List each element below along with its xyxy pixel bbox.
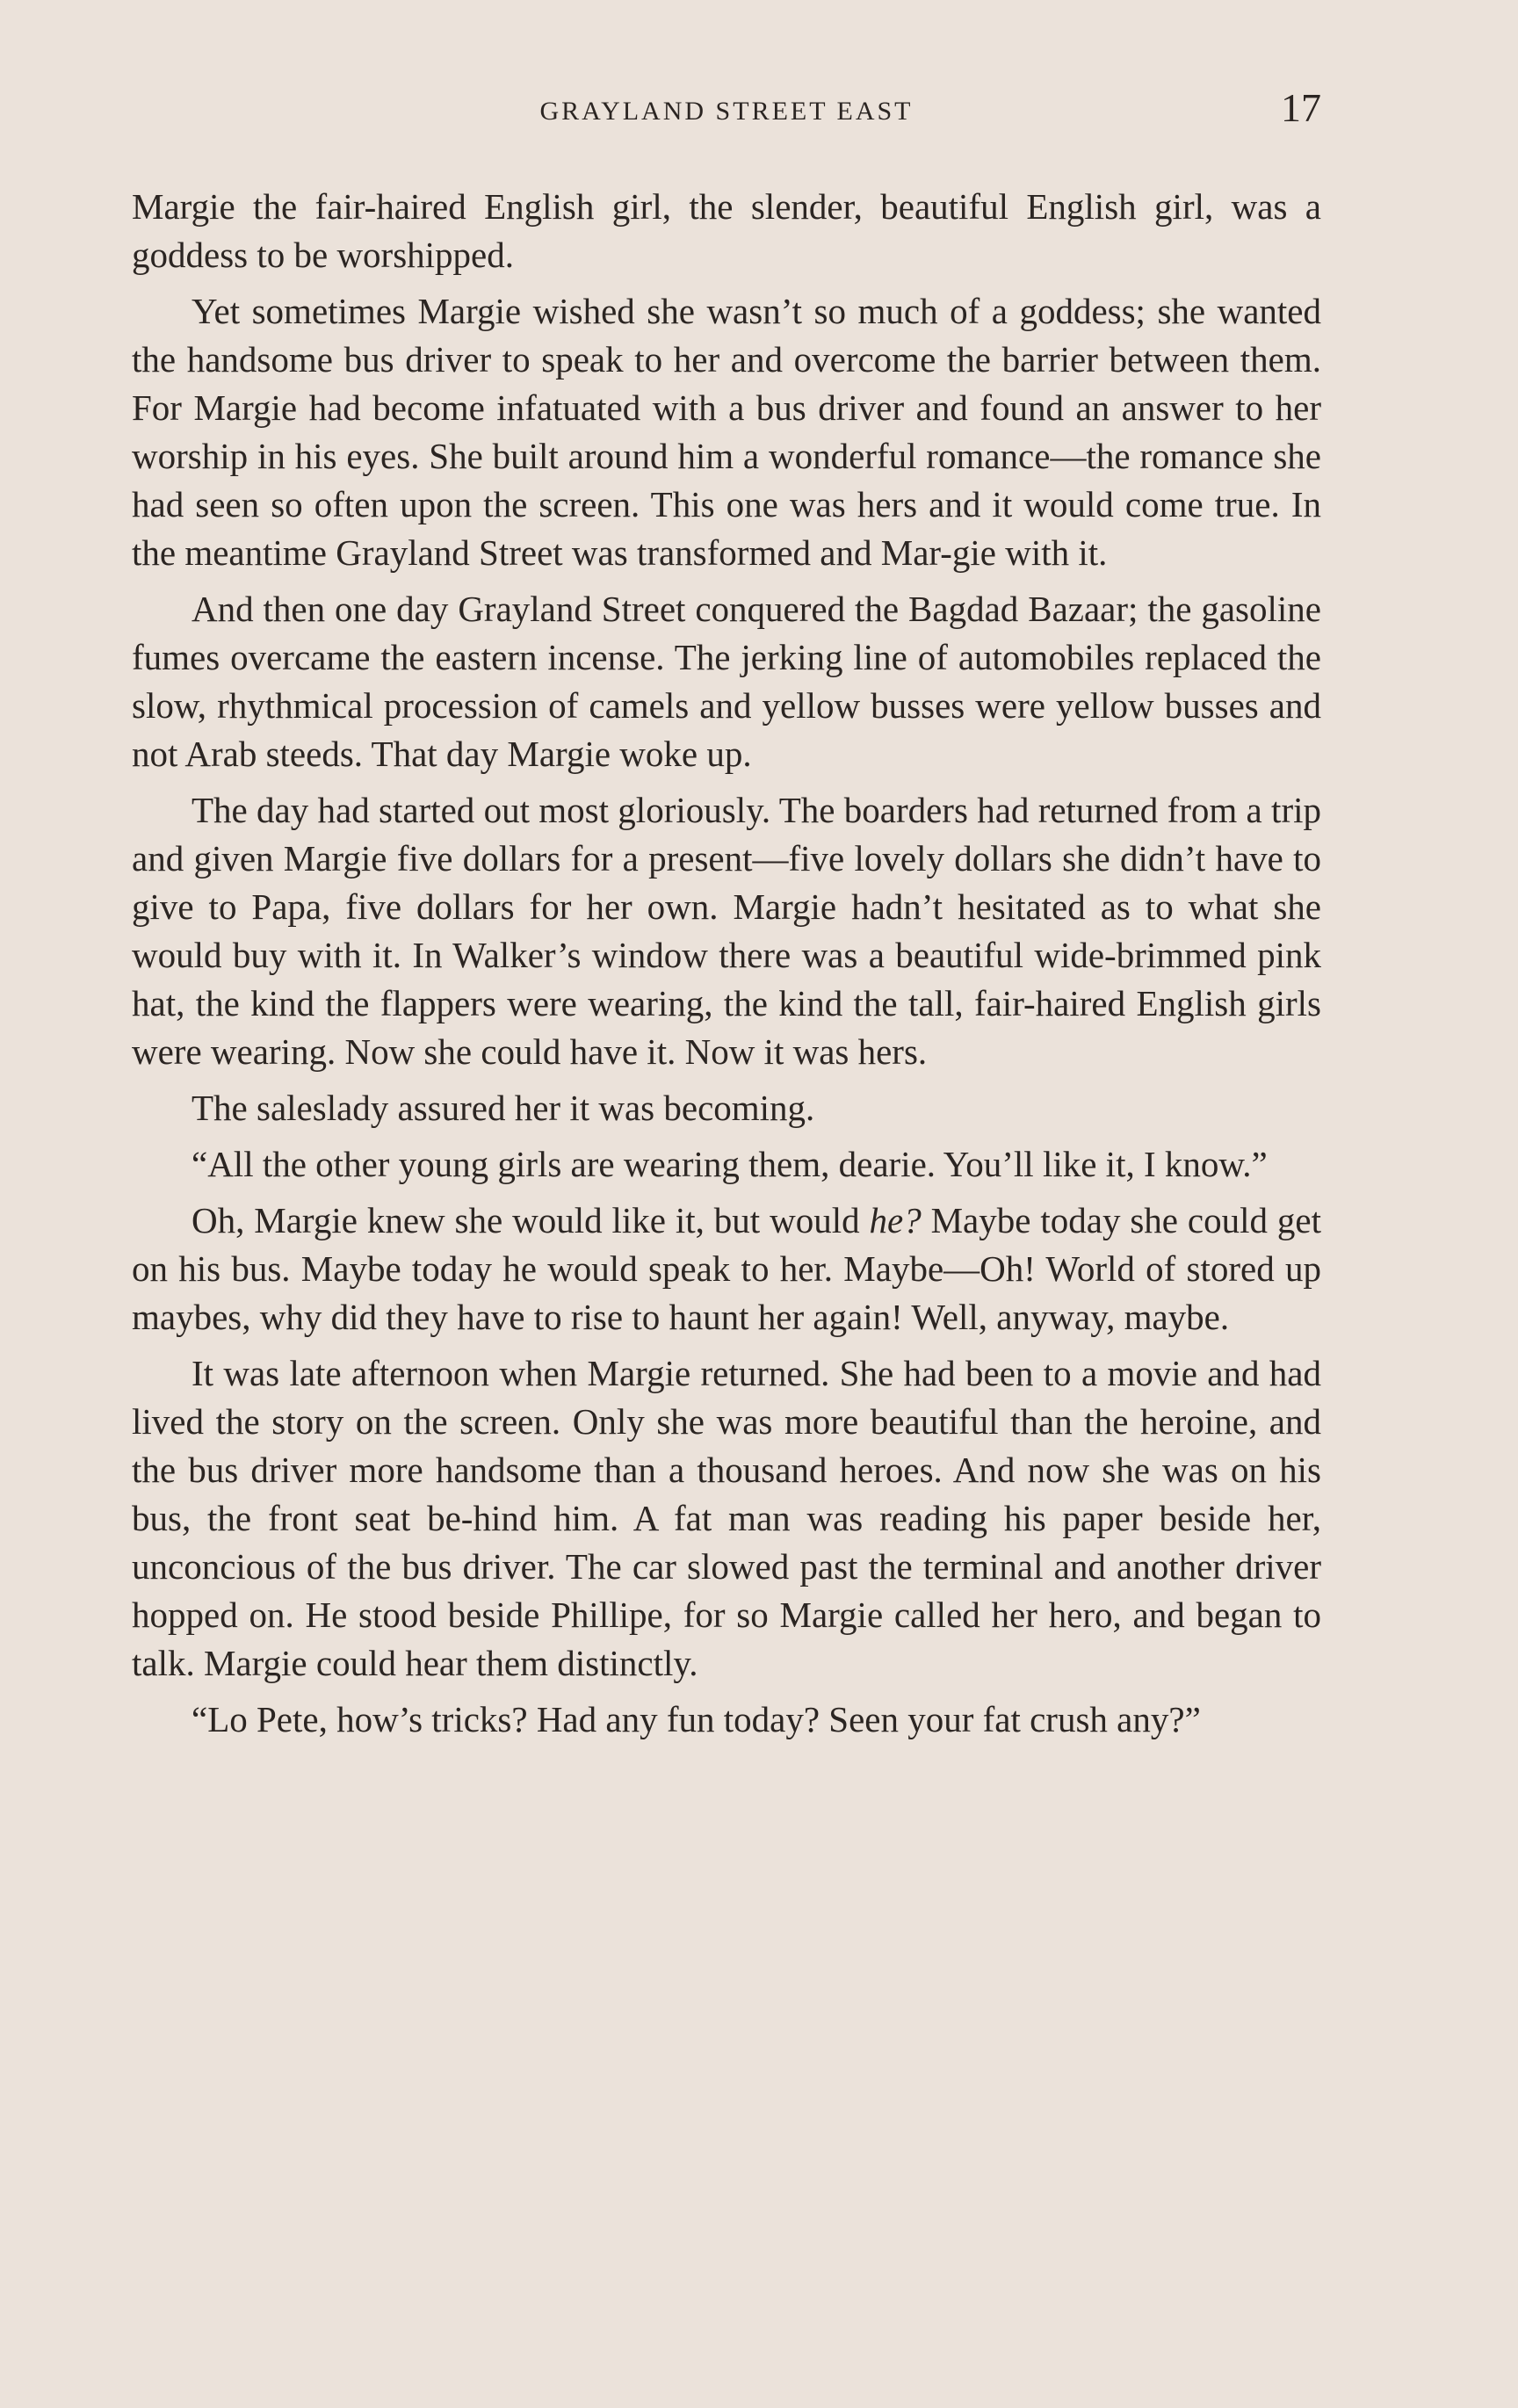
paragraph: The day had started out most gloriously. The boarders had returned from a trip and given Margie five dollars for a present—five lovely dollars she didn’t have to give to Papa, five dollars for her own. Margie hadn’t hesitated as to what she would buy with it. In Walker’s window there was a beautiful wide-brimmed pink hat, the kind the flappers were wearing, the kind the tall, fair-haired English girls were wearing. Now she could have it. Now it was hers. xyxy=(132,790,1321,1072)
page-number: 17 xyxy=(1281,85,1321,130)
paragraph: The saleslady assured her it was becoming. xyxy=(192,1088,815,1128)
body-text xyxy=(132,183,1321,1752)
paragraph: Yet sometimes Margie wished she wasn’t so much of a goddess; she wanted the handsome bus driver to speak to her and overcome the barrier between them. For Margie had become infatuated with a bus driver and found an answer to her worship in his eyes. She built around him a wonderful romance—the romance she had seen so often upon the screen. This one was hers and it would come true. In the meantime Grayland Street was transformed and Mar-gie with it. xyxy=(132,291,1321,573)
emphasis-text: he? xyxy=(869,1200,922,1240)
paragraph: And then one day Grayland Street conquered the Bagdad Bazaar; the gasoline fumes overcame the eastern incense. The jerking line of automobiles replaced the slow, rhythmical procession of camels and yellow busses were yellow busses and not Arab steeds. That day Margie woke up. xyxy=(132,589,1321,774)
running-head xyxy=(132,84,1321,137)
paragraph: It was late afternoon when Margie returned. She had been to a movie and had lived the story on the screen. Only she was more beautiful than the heroine, and the bus driver more handsome than a thousand heroes. And now she was on his bus, the front seat be-hind him. A fat man was reading his paper beside her, unconcious of the bus driver. The car slowed past the terminal and another driver hopped on. He stood beside Phillipe, for so Margie called her hero, and began to talk. Margie could hear them distinctly. xyxy=(132,1353,1321,1683)
paragraph: Margie the fair-haired English girl, the slender, beautiful English girl, was a goddess to be worshipped. xyxy=(132,186,1321,275)
chapter-title: GRAYLAND STREET EAST xyxy=(539,97,914,126)
paragraph: “Lo Pete, how’s tricks? Had any fun today? Seen your fat crush any?” xyxy=(192,1699,1201,1739)
paragraph: “All the other young girls are wearing them, dearie. You’ll like it, I know.” xyxy=(192,1144,1268,1184)
paragraph-text: Oh, Margie knew she would like it, but would xyxy=(192,1200,870,1240)
paragraph xyxy=(132,1197,1321,1341)
paragraph-text: Maybe today she could get on his bus. Maybe today he would speak to her. Maybe—Oh! World of stored up maybes, why did they have to rise to haunt her again! Well, anyway, maybe. xyxy=(132,1200,1321,1337)
